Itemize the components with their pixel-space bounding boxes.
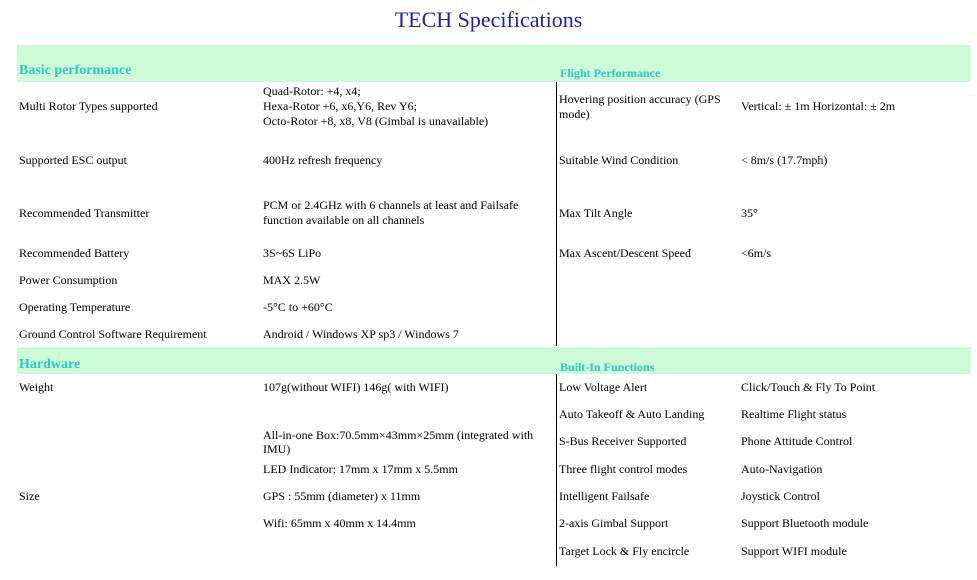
- spec-value-rotor-types-line1: Quad-Rotor: +4, x4;: [263, 84, 361, 98]
- hardware-size-wifi: Wifi: 65mm x 40mm x 14.4mm: [263, 516, 416, 530]
- flight-label-wind: Suitable Wind Condition: [559, 153, 679, 167]
- function-item: Support WIFI module: [741, 544, 847, 558]
- column-divider-bottom: [556, 374, 557, 566]
- spec-label-battery: Recommended Battery: [19, 246, 130, 260]
- function-item: Joystick Control: [741, 489, 821, 503]
- spec-label-ground-control: Ground Control Software Requirement: [19, 327, 207, 341]
- spec-value-rotor-types-line3: Octo-Rotor +8, x8, V8 (Gimbal is unavailable): [263, 114, 489, 128]
- flight-label-ascent: Max Ascent/Descent Speed: [559, 246, 691, 260]
- function-item: Support Bluetooth module: [741, 516, 869, 530]
- function-item: Realtime Flight status: [741, 407, 847, 421]
- page-title: TECH Specifications: [394, 7, 583, 32]
- hardware-label-weight: Weight: [19, 380, 54, 394]
- heading-hardware: Hardware: [19, 357, 81, 372]
- spec-value-rotor-types-line2: Hexa-Rotor +6, x6,Y6, Rev Y6;: [263, 99, 417, 113]
- hardware-size-box-line1: All-in-one Box:70.5mm×43mm×25mm (integrated with: [263, 428, 534, 442]
- flight-value-wind: < 8m/s (17.7mph): [741, 153, 828, 167]
- spec-label-rotor-types: Multi Rotor Types supported: [19, 99, 158, 113]
- spec-label-power: Power Consumption: [19, 273, 118, 287]
- hardware-size-gps: GPS : 55mm (diameter) x 11mm: [263, 489, 421, 503]
- hardware-size-led: LED Indicator: 17mm x 17mm x 5.5mm: [263, 462, 458, 476]
- spec-label-temperature: Operating Temperature: [19, 300, 131, 314]
- spec-value-temperature: -5°C to +60°C: [263, 300, 333, 314]
- function-item: Target Lock & Fly encircle: [559, 544, 690, 558]
- function-item: Three flight control modes: [559, 462, 688, 476]
- flight-value-tilt: 35°: [741, 206, 758, 220]
- function-item: Auto-Navigation: [741, 462, 823, 476]
- flight-label-hover-line1: Hovering position accuracy (GPS: [559, 92, 721, 106]
- function-item: 2-axis Gimbal Support: [559, 516, 669, 530]
- column-divider-top: [556, 82, 557, 346]
- hardware-value-weight: 107g(without WIFI) 146g( with WIFI): [263, 380, 449, 394]
- spec-value-esc-output: 400Hz refresh frequency: [263, 153, 383, 167]
- heading-flight-performance: Flight Performance: [560, 66, 661, 80]
- function-item: Auto Takeoff & Auto Landing: [559, 407, 705, 421]
- flight-label-tilt: Max Tilt Angle: [559, 206, 633, 220]
- flight-value-hover: Vertical: ± 1m Horizontal: ± 2m: [741, 99, 896, 113]
- hardware-label-size: Size: [19, 489, 40, 503]
- function-item: Click/Touch & Fly To Point: [741, 380, 876, 394]
- spec-value-power: MAX 2.5W: [263, 273, 321, 287]
- spec-value-battery: 3S~6S LiPo: [263, 246, 322, 260]
- section-band-middle: [17, 347, 971, 374]
- hardware-size-box-line2: IMU): [263, 442, 291, 456]
- spec-value-ground-control: Android / Windows XP sp3 / Windows 7: [263, 327, 459, 341]
- function-item: S-Bus Receiver Supported: [559, 434, 687, 448]
- heading-built-in-functions: Built-In Functions: [560, 360, 655, 374]
- flight-value-ascent: <6m/s: [741, 246, 772, 260]
- spec-value-transmitter-line2: function available on all channels: [263, 213, 425, 227]
- function-item: Intelligent Failsafe: [559, 489, 650, 503]
- spec-label-transmitter: Recommended Transmitter: [19, 206, 150, 220]
- heading-basic-performance: Basic performance: [19, 63, 132, 78]
- spec-label-esc-output: Supported ESC output: [19, 153, 128, 167]
- spec-value-transmitter-line1: PCM or 2.4GHz with 6 channels at least and Failsafe: [263, 198, 519, 212]
- function-item: Phone Attitude Control: [741, 434, 853, 448]
- section-band-top: [17, 45, 971, 82]
- flight-label-hover-line2: mode): [559, 107, 590, 121]
- function-item: Low Voltage Alert: [559, 380, 648, 394]
